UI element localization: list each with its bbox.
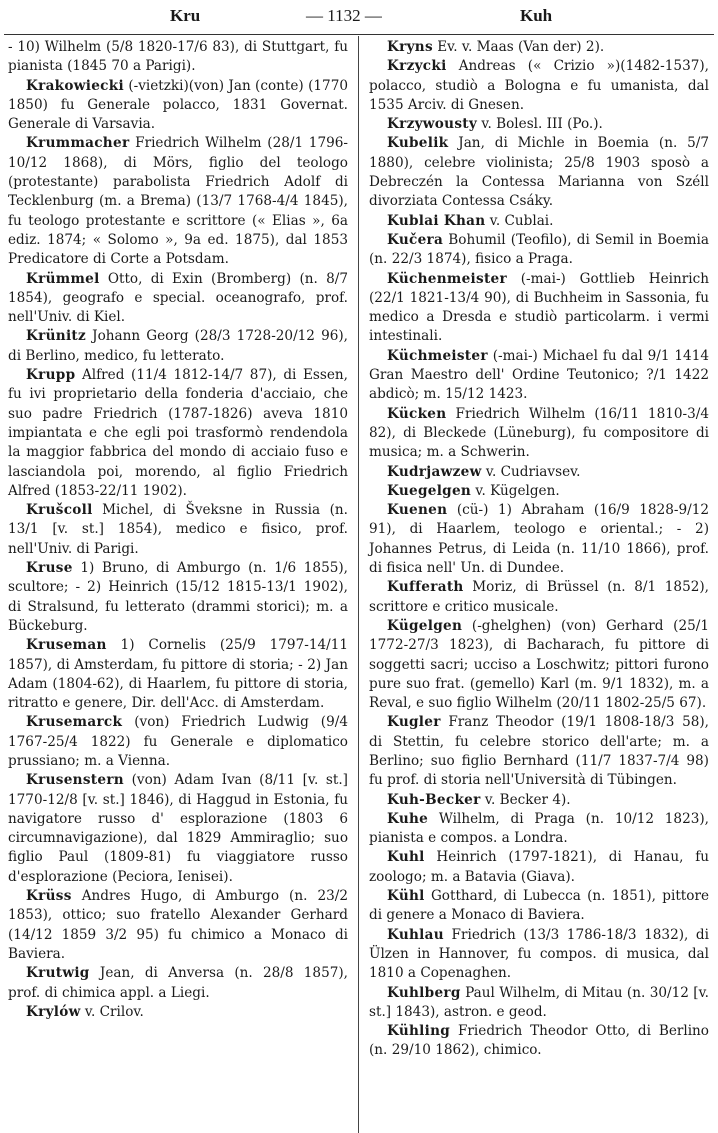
entry-headword: Krusenstern xyxy=(26,772,124,789)
dictionary-entry xyxy=(8,771,348,887)
dictionary-entry xyxy=(369,887,709,926)
dictionary-entry xyxy=(369,1022,709,1061)
entry-headword: Kuegelgen xyxy=(387,482,472,499)
entry-headword: Krzywousty xyxy=(387,116,478,133)
entry-headword: Kücken xyxy=(387,405,447,422)
entry-text: Jan, di Michle in Boemia (n. 5/7 1880), celebre violinista; 25/8 1903 sposò a Debreczén la Contessa Marianna von Széll divorziata Contessa Csáky. xyxy=(369,135,709,210)
dictionary-entry xyxy=(8,713,348,771)
dictionary-entry xyxy=(369,463,709,482)
dictionary-entry xyxy=(8,501,348,559)
entry-headword: Krušcoll xyxy=(26,502,93,519)
entry-text: (von) Friedrich Ludwig (9/4 1767-25/4 1822) fu Generale e diplomatico prussiano; m. a Vienna. xyxy=(8,714,348,769)
header-right-guideword: Kuh xyxy=(520,6,553,25)
dictionary-entry xyxy=(8,77,348,135)
entry-text: Andreas (« Crizio »)(1482-1537), polacco, studiò a Bologna e fu umanista, dal 1535 Arciv. di Gnesen. xyxy=(369,58,709,113)
dictionary-entry xyxy=(8,327,348,366)
entry-headword: Kuhe xyxy=(387,810,429,827)
entry-text: (-mai-) Gottlieb Heinrich (22/1 1821-13/4 90), di Buchheim in Sassonia, fu medico a Dresda e studiò particolarm. i vermi intestinali. xyxy=(369,270,709,345)
entry-text: (-ghelghen) (von) Gerhard (25/1 1772-27/3 1823), di Bacharach, fu pittore di soggetti sacri; ucciso a Loschwitz; pittori furono pure suo frat. (gemello) Karl (m. 9/1 1832), m. a Reval, e suo figlio Wilhelm (20/11 1802-25/5 67). xyxy=(369,617,709,712)
entry-text: Ev. v. Maas (Van der) 2). xyxy=(432,39,605,55)
dictionary-entry xyxy=(8,270,348,328)
entry-headword: Kugler xyxy=(387,714,441,731)
column-divider xyxy=(358,36,359,1133)
dictionary-entry xyxy=(369,38,709,57)
entry-text: (-mai-) Michael fu dal 9/1 1414 Gran Maestro dell' Ordine Teutonico; ?/1 1422 abdicò; m. 15/12 1423. xyxy=(369,347,709,403)
entry-text: Otto, di Exin (Bromberg) (n. 8/7 1854), geografo e special. oceanografo, prof. nell'Univ. di Kiel. xyxy=(8,270,348,326)
dictionary-entry xyxy=(8,559,348,636)
dictionary-entry xyxy=(369,848,709,887)
entry-headword: Küchmeister xyxy=(387,347,488,364)
dictionary-entry xyxy=(8,1003,348,1022)
dictionary-entry xyxy=(369,231,709,270)
entry-text: Wilhelm, di Praga (n. 10/12 1823), pianista e compos. a Londra. xyxy=(369,810,709,847)
entry-text: Andres Hugo, di Amburgo (n. 23/2 1853), ottico; suo fratello Alexander Gerhard (14/12 1859 3/2 95) fu chimico a Monaco di Baviera. xyxy=(8,888,348,962)
entry-headword: Kügelgen xyxy=(387,617,463,634)
dictionary-entry xyxy=(369,501,709,578)
entry-headword: Kühl xyxy=(387,888,425,905)
entry-headword: Kryns xyxy=(387,39,433,55)
dictionary-entry xyxy=(8,134,348,269)
dictionary-entry xyxy=(369,212,709,231)
entry-headword: Krusemarck xyxy=(26,714,123,731)
entry-text: Friedrich Wilhelm (28/1 1796-10/12 1868), di Mörs, figlio del teologo (protestante) parabolista Friedrich Adolf di Tecklenburg (m. a Brema) (13/7 1768-4/4 1845), fu teologo protestante e scrittore (« Elias », 6a ediz. 1874; « Solomo », 9a ed. 1875), dal 1853 Predicatore di Corte a Potsdam. xyxy=(8,135,348,268)
entry-text: Bohumil (Teofilo), di Semil in Boemia (n. 22/3 1874), fisico a Praga. xyxy=(369,231,709,268)
entry-headword: Krummacher xyxy=(26,135,130,152)
dictionary-entry xyxy=(369,713,709,790)
entry-headword: Kufferath xyxy=(387,579,464,596)
entry-text: Paul Wilhelm, di Mitau (n. 30/12 [v. st.] 1843), astron. e geod. xyxy=(369,984,709,1020)
entry-text: Jean, di Anversa (n. 28/8 1857), prof. di chimica appl. a Liegi. xyxy=(8,965,348,1001)
entry-headword: Kruseman xyxy=(26,637,107,654)
dictionary-entry xyxy=(369,791,709,810)
entry-text: Alfred (11/4 1812-14/7 87), di Essen, fu ivi proprietario della fonderia d'acciaio, che suo padre Friedrich (1787-1826) aveva 1810 impiantata e che egli poi trasformò rendendola la maggior fabbrica del mondo di acciaio fuso e lasciandola poi, morendo, al figlio Friedrich Alfred (1853-22/11 1902). xyxy=(8,367,348,499)
header-left-guideword: Kru xyxy=(170,6,201,25)
page-number: — 1132 — xyxy=(306,6,382,25)
entry-text: Heinrich (1797-1821), di Hanau, fu zoologo; m. a Batavia (Giava). xyxy=(369,849,709,885)
entry-headword: Kühling xyxy=(387,1023,451,1040)
entry-text: v. Bolesl. III (Po.). xyxy=(477,116,603,133)
dictionary-entry xyxy=(8,636,348,713)
dictionary-entry xyxy=(369,134,709,211)
dictionary-entry xyxy=(369,578,709,617)
entry-text: v. Cudriavsev. xyxy=(481,463,581,480)
left-column xyxy=(8,38,348,1022)
dictionary-entry xyxy=(369,405,709,463)
right-column xyxy=(369,38,709,1061)
entry-headword: Kubelik xyxy=(387,135,449,152)
header-rule xyxy=(4,34,714,35)
entry-text: - 10) Wilhelm (5/8 1820-17/6 83), di Stuttgart, fu pianista (1845 70 a Parigi). xyxy=(8,39,348,75)
entry-text: v. Kügelgen. xyxy=(471,482,560,499)
entry-headword: Kuh-Becker xyxy=(387,791,481,808)
entry-text: v. Cublai. xyxy=(485,212,554,229)
entry-text: Friedrich Wilhelm (16/11 1810-3/4 82), di Bleckede (Lüneburg), fu compositore di musica; m. a Schwerin. xyxy=(369,405,709,461)
entry-text: (von) Adam Ivan (8/11 [v. st.] 1770-12/8 [v. st.] 1846), di Haggud in Estonia, fu navigatore russo d' esplorazione (1803 6 circumnavigazione), dal 1829 Ammiraglio; suo figlio Paul (1809-81) fu viaggiatore russo d'esplorazione (Peciora, Ienisei). xyxy=(8,772,348,885)
entry-headword: Kuhl xyxy=(387,849,425,866)
entry-text: Friedrich (13/3 1786-18/3 1832), di Ülzen in Hannover, fu compos. di musica, dal 1810 a Copenaghen. xyxy=(369,926,709,982)
entry-headword: Krutwig xyxy=(26,965,90,982)
entry-text: Michel, di Šveksne in Russia (n. 13/1 [v. st.] 1854), medico e fisico, prof. nell'Univ. di Parigi. xyxy=(8,502,348,557)
entry-text: v. Crilov. xyxy=(80,1003,144,1020)
entry-headword: Kuhlberg xyxy=(387,984,461,1001)
entry-headword: Kuhlau xyxy=(387,926,444,943)
entry-headword: Krylów xyxy=(26,1003,81,1020)
entry-text: (-vietzki)(von) Jan (conte) (1770 1850) fu Generale polacco, 1831 Governat. Generale di Varsavia. xyxy=(8,77,348,133)
entry-headword: Küchenmeister xyxy=(387,270,507,287)
dictionary-entry xyxy=(369,617,709,713)
page-header xyxy=(0,0,718,34)
dictionary-entry xyxy=(8,964,348,1003)
entry-text: Franz Theodor (19/1 1808-18/3 58), di Stettin, fu celebre storico dell'arte; m. a Berlino; suo figlio Bernhard (11/7 1837-7/4 98) fu prof. di storia nell'Università di Tübingen. xyxy=(369,714,709,789)
entry-headword: Kruse xyxy=(26,560,73,577)
entry-text: v. Becker 4). xyxy=(480,791,571,808)
entry-headword: Krümmel xyxy=(26,270,100,287)
entry-text: Gotthard, di Lubecca (n. 1851), pittore di genere a Monaco di Baviera. xyxy=(369,888,709,924)
entry-headword: Krünitz xyxy=(26,328,87,345)
dictionary-entry xyxy=(369,984,709,1023)
entry-headword: Kublai Khan xyxy=(387,212,486,229)
entry-headword: Kuenen xyxy=(387,502,448,519)
entry-headword: Kučera xyxy=(387,231,444,248)
entry-headword: Krüss xyxy=(26,888,72,905)
dictionary-entry xyxy=(369,347,709,405)
entry-text: 1) Cornelis (25/9 1797-14/11 1857), di Amsterdam, fu pittore di storia; - 2) Jan Adam (1804-62), di Haarlem, fu pittore di storia, ritratto e genere, Dir. dell'Acc. di Amsterdam. xyxy=(8,637,348,712)
entry-headword: Krupp xyxy=(26,367,76,384)
entry-headword: Krzycki xyxy=(387,58,447,75)
entry-text: 1) Bruno, di Amburgo (n. 1/6 1855), scultore; - 2) Heinrich (15/12 1815-13/1 1902), di Stralsund, fu letterato (drammi storici); m. a Bückeburg. xyxy=(8,560,348,634)
dictionary-entry xyxy=(8,887,348,964)
entry-text: Johann Georg (28/3 1728-20/12 96), di Berlino, medico, fu letterato. xyxy=(8,328,348,364)
dictionary-entry xyxy=(369,57,709,115)
entry-text: Moriz, di Brüssel (n. 8/1 1852), scrittore e critico musicale. xyxy=(369,579,709,615)
entry-text: (cü-) 1) Abraham (16/9 1828-9/12 91), di Haarlem, teologo e oriental.; - 2) Johannes Petrus, di Leida (n. 11/10 1866), prof. di fisica nell' Un. di Dundee. xyxy=(369,502,709,577)
entry-text: Friedrich Theodor Otto, di Berlino (n. 29/10 1862), chimico. xyxy=(369,1023,709,1059)
dictionary-entry xyxy=(369,810,709,849)
dictionary-entry xyxy=(8,38,348,77)
dictionary-entry xyxy=(369,482,709,501)
dictionary-entry xyxy=(8,366,348,501)
dictionary-entry xyxy=(369,270,709,347)
dictionary-entry xyxy=(369,926,709,984)
entry-headword: Krakowiecki xyxy=(26,77,124,94)
entry-headword: Kudrjawzew xyxy=(387,463,482,480)
dictionary-entry xyxy=(369,115,709,134)
